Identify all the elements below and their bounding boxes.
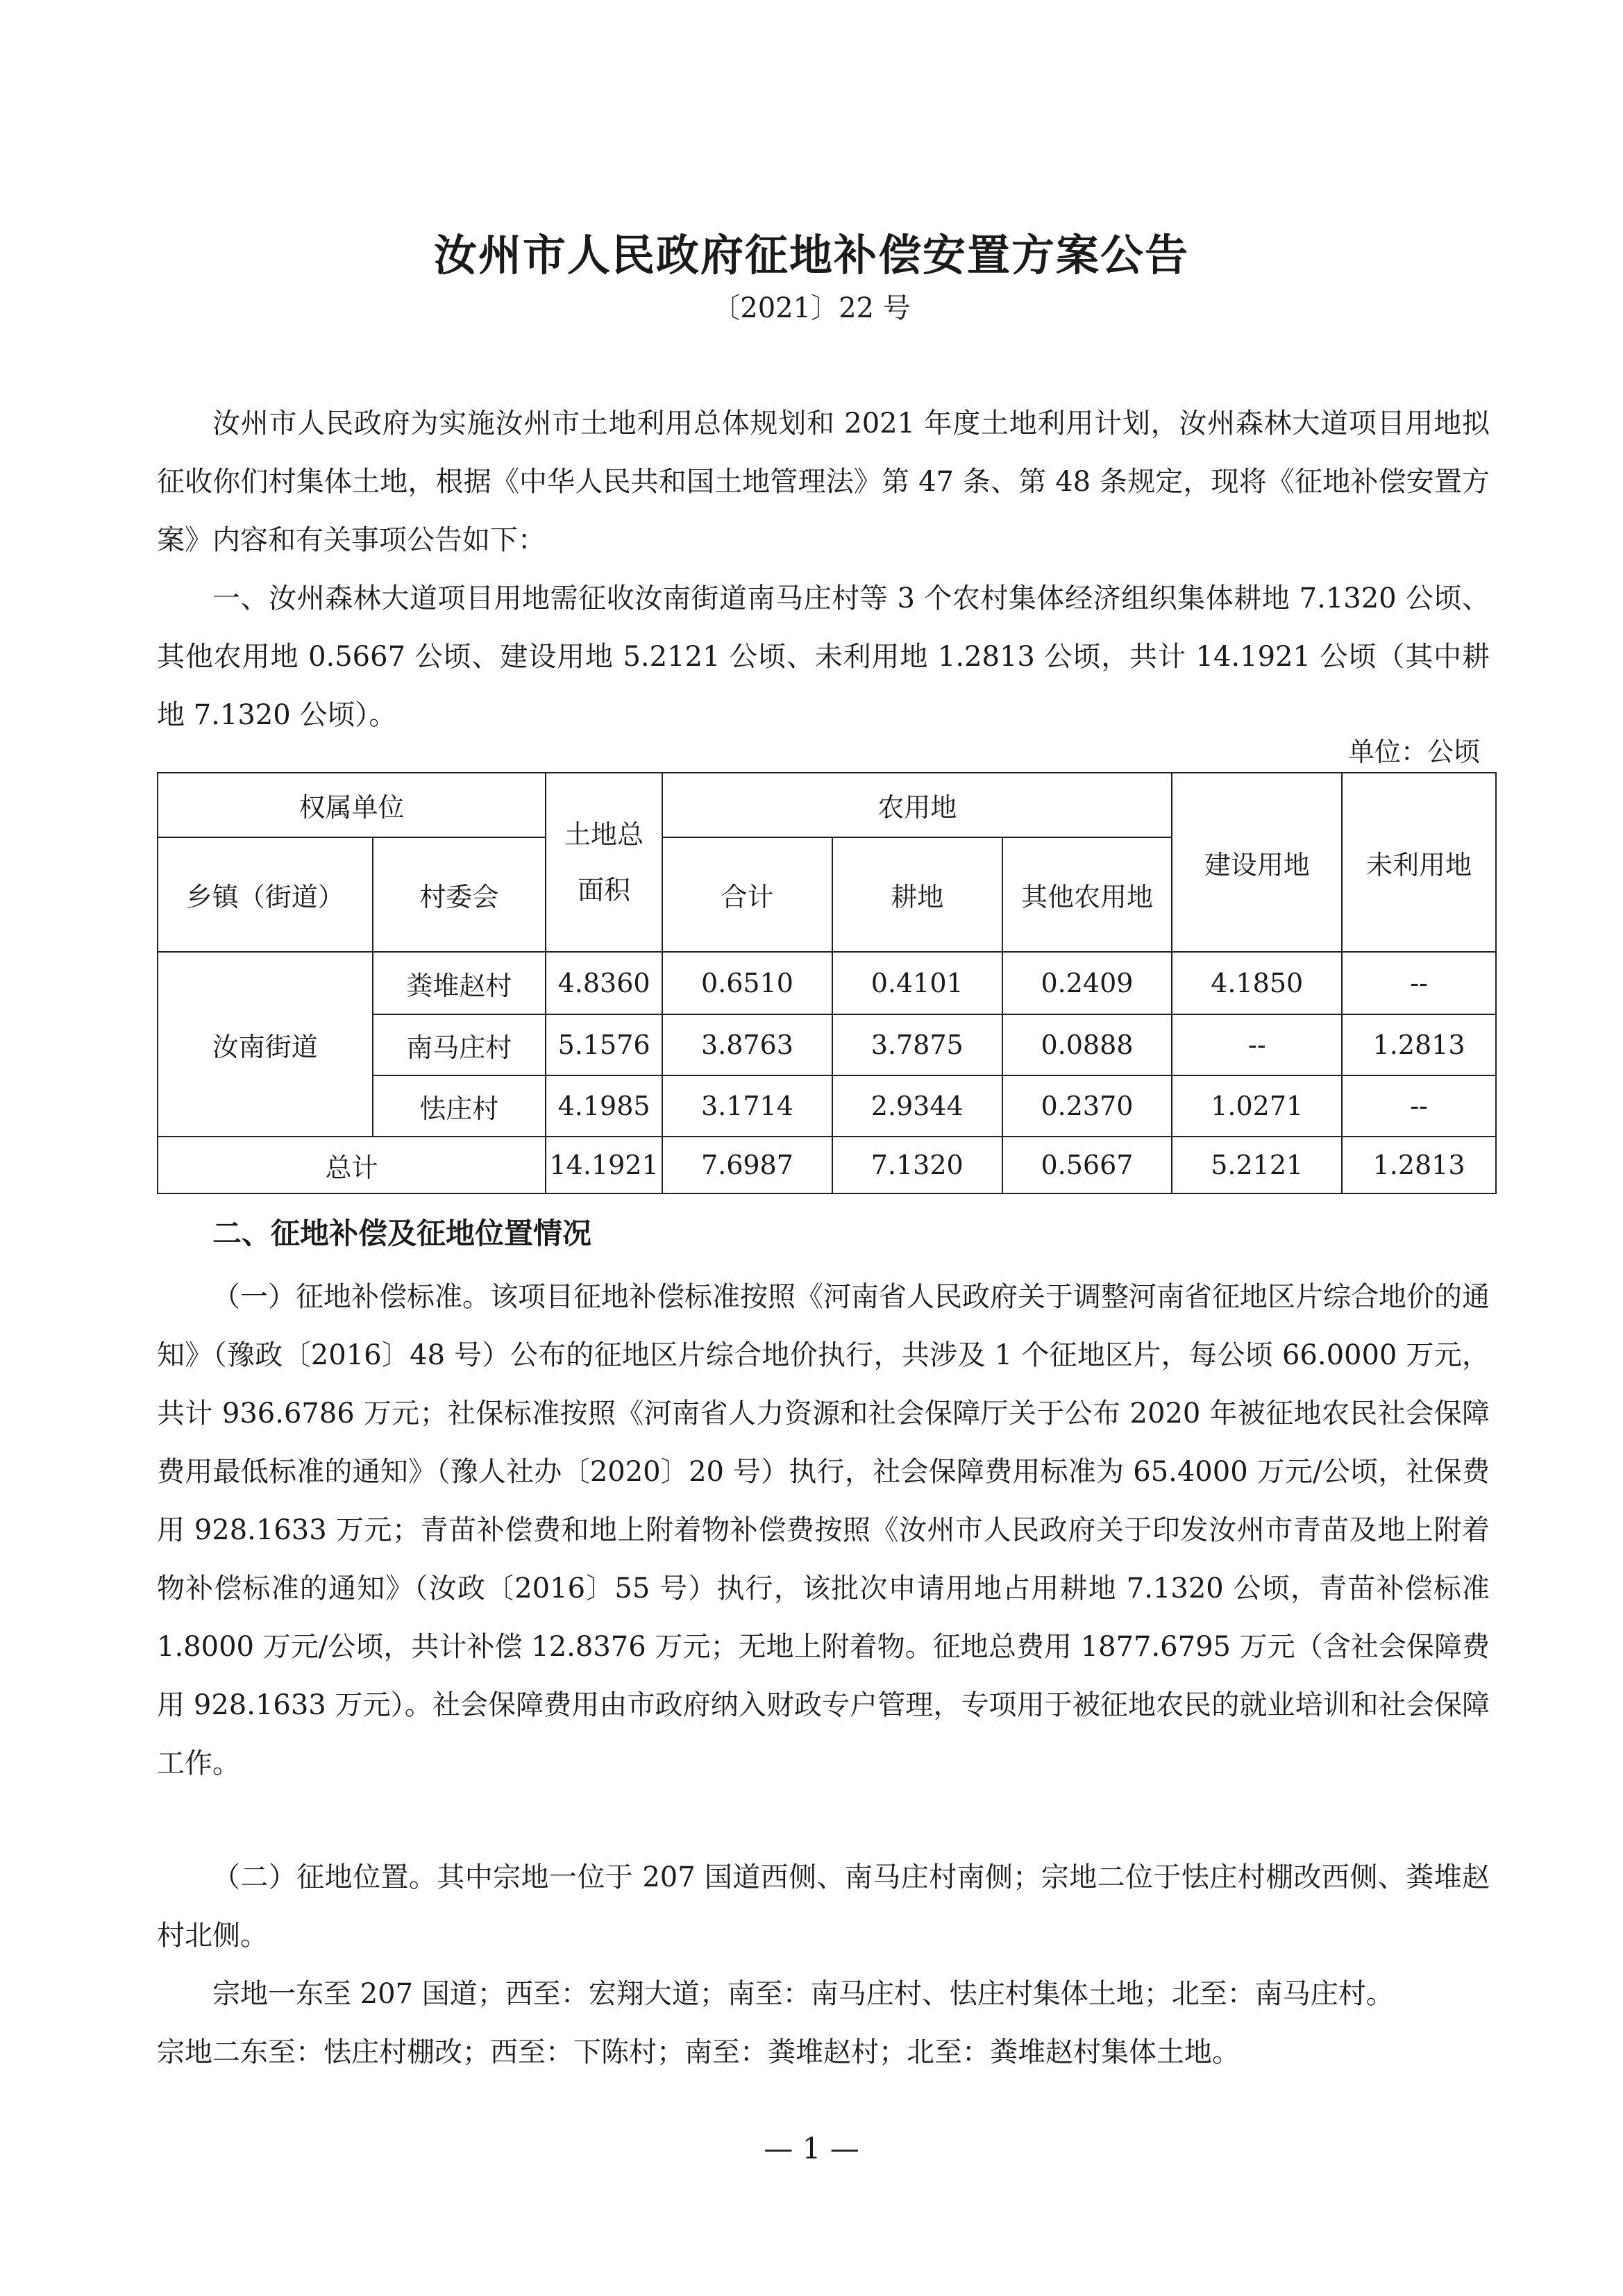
boundary-line-2: 宗地二东至：怯庄村棚改；西至：下陈村；南至：粪堆赵村；北至：粪堆赵村集体土地。: [157, 2036, 1240, 2068]
intro-paragraph: 汝州市人民政府为实施汝州市土地利用总体规划和 2021 年度土地利用计划，汝州森林大道项目用地拟征收你们村集体土地，根据《中华人民共和国土地管理法》第 47 条、第 48 条规定，现将《征地补偿安置方案》内容和有关事项公告如下：: [157, 408, 1490, 556]
agri-sum-cell: 0.6510: [662, 952, 832, 1014]
document-title: 汝州市人民政府征地补偿安置方案公告: [433, 230, 1189, 280]
header-sum: 合计: [662, 837, 832, 952]
header-agri: 农用地: [662, 773, 1172, 837]
total-label-cell: 总计: [158, 1137, 546, 1193]
farmland-cell: 0.4101: [832, 952, 1002, 1014]
land-table: [157, 772, 1497, 1194]
construction-cell: --: [1172, 1014, 1342, 1075]
unused-cell: --: [1342, 952, 1496, 1014]
other-agri-cell: 0.2370: [1002, 1075, 1172, 1137]
header-farmland: 耕地: [832, 837, 1002, 952]
other-agri-cell: 0.2409: [1002, 952, 1172, 1014]
agri-sum-cell: 3.8763: [662, 1014, 832, 1075]
town-cell: 汝南街道: [158, 952, 373, 1137]
table-header-row: [158, 773, 1496, 837]
header-total-area-line2: 面积: [578, 875, 631, 905]
village-cell: 怯庄村: [373, 1075, 546, 1137]
village-cell: 南马庄村: [373, 1014, 546, 1075]
farmland-cell: 7.1320: [832, 1137, 1002, 1193]
header-unused: 未利用地: [1342, 773, 1496, 952]
village-cell: 粪堆赵村: [373, 952, 546, 1014]
unused-cell: 1.2813: [1342, 1014, 1496, 1075]
header-town: 乡镇（街道）: [158, 837, 373, 952]
other-agri-cell: 0.0888: [1002, 1014, 1172, 1075]
other-agri-cell: 0.5667: [1002, 1137, 1172, 1193]
total-area-cell: 14.1921: [546, 1137, 662, 1193]
total-area-cell: 4.1985: [546, 1075, 662, 1137]
total-area-cell: 4.8360: [546, 952, 662, 1014]
section1-paragraph: 一、汝州森林大道项目用地需征收汝南街道南马庄村等 3 个农村集体经济组织集体耕地 7.1320 公顷、其他农用地 0.5667 公顷、建设用地 5.2121 公顷、未利用地 1.2813 公顷，共计 14.1921 公顷（其中耕地 7.1320 公顷）。: [157, 583, 1490, 731]
section2-heading: 二、征地补偿及征地位置情况: [212, 1216, 592, 1250]
boundary-line-1: 宗地一东至 207 国道；西至：宏翔大道；南至：南马庄村、怯庄村集体土地；北至：南马庄村。: [212, 1978, 1394, 2010]
agri-sum-cell: 7.6987: [662, 1137, 832, 1193]
header-construction: 建设用地: [1172, 773, 1342, 952]
section2-1-paragraph: （一）征地补偿标准。该项目征地补偿标准按照《河南省人民政府关于调整河南省征地区片综合地价的通知》（豫政〔2016〕48 号）公布的征地区片综合地价执行，共涉及 1 个征地区片，每公顷 66.0000 万元，共计 936.6786 万元；社保标准按照《河南省人力资源和社会保障厅关于公布 2020 年被征地农民社会保障费用最低标准的通知》（豫人社办〔2020〕20 号）执行，社会保障费用标准为 65.4000 万元/公顷，社保费用 928.1633 万元；青苗补偿费和地上附着物补偿费按照《汝州市人民政府关于印发汝州市青苗及地上附着物补偿标准的通知》（汝政〔2016〕55 号）执行，该批次申请用地占用耕地 7.1320 公顷，青苗补偿标准 1.8000 万元/公顷，共计补偿 12.8376 万元；无地上附着物。征地总费用 1877.6795 万元（含社会保障费用 928.1633 万元）。社会保障费用由市政府纳入财政专户管理，专项用于被征地农民的就业培训和社会保障工作。: [157, 1281, 1490, 1779]
header-total-area: [546, 773, 662, 952]
table-row: [158, 952, 1496, 1014]
construction-cell: 4.1850: [1172, 952, 1342, 1014]
farmland-cell: 2.9344: [832, 1075, 1002, 1137]
total-area-cell: 5.1576: [546, 1014, 662, 1075]
header-total-area-line1: 土地总: [564, 819, 644, 850]
farmland-cell: 3.7875: [832, 1014, 1002, 1075]
unused-cell: 1.2813: [1342, 1137, 1496, 1193]
header-owner: 权属单位: [158, 773, 546, 837]
unit-label: 单位：公顷: [1347, 737, 1480, 767]
section2-2-paragraph: （二）征地位置。其中宗地一位于 207 国道西侧、南马庄村南侧；宗地二位于怯庄村棚改西侧、粪堆赵村北侧。: [157, 1861, 1490, 1952]
header-other-agri: 其他农用地: [1002, 837, 1172, 952]
header-village: 村委会: [373, 837, 546, 952]
agri-sum-cell: 3.1714: [662, 1075, 832, 1137]
construction-cell: 5.2121: [1172, 1137, 1342, 1193]
table-total-row: [158, 1137, 1496, 1193]
unused-cell: --: [1342, 1075, 1496, 1137]
page-number: — 1 —: [764, 2131, 859, 2165]
document-number: 〔2021〕22 号: [712, 292, 911, 324]
construction-cell: 1.0271: [1172, 1075, 1342, 1137]
